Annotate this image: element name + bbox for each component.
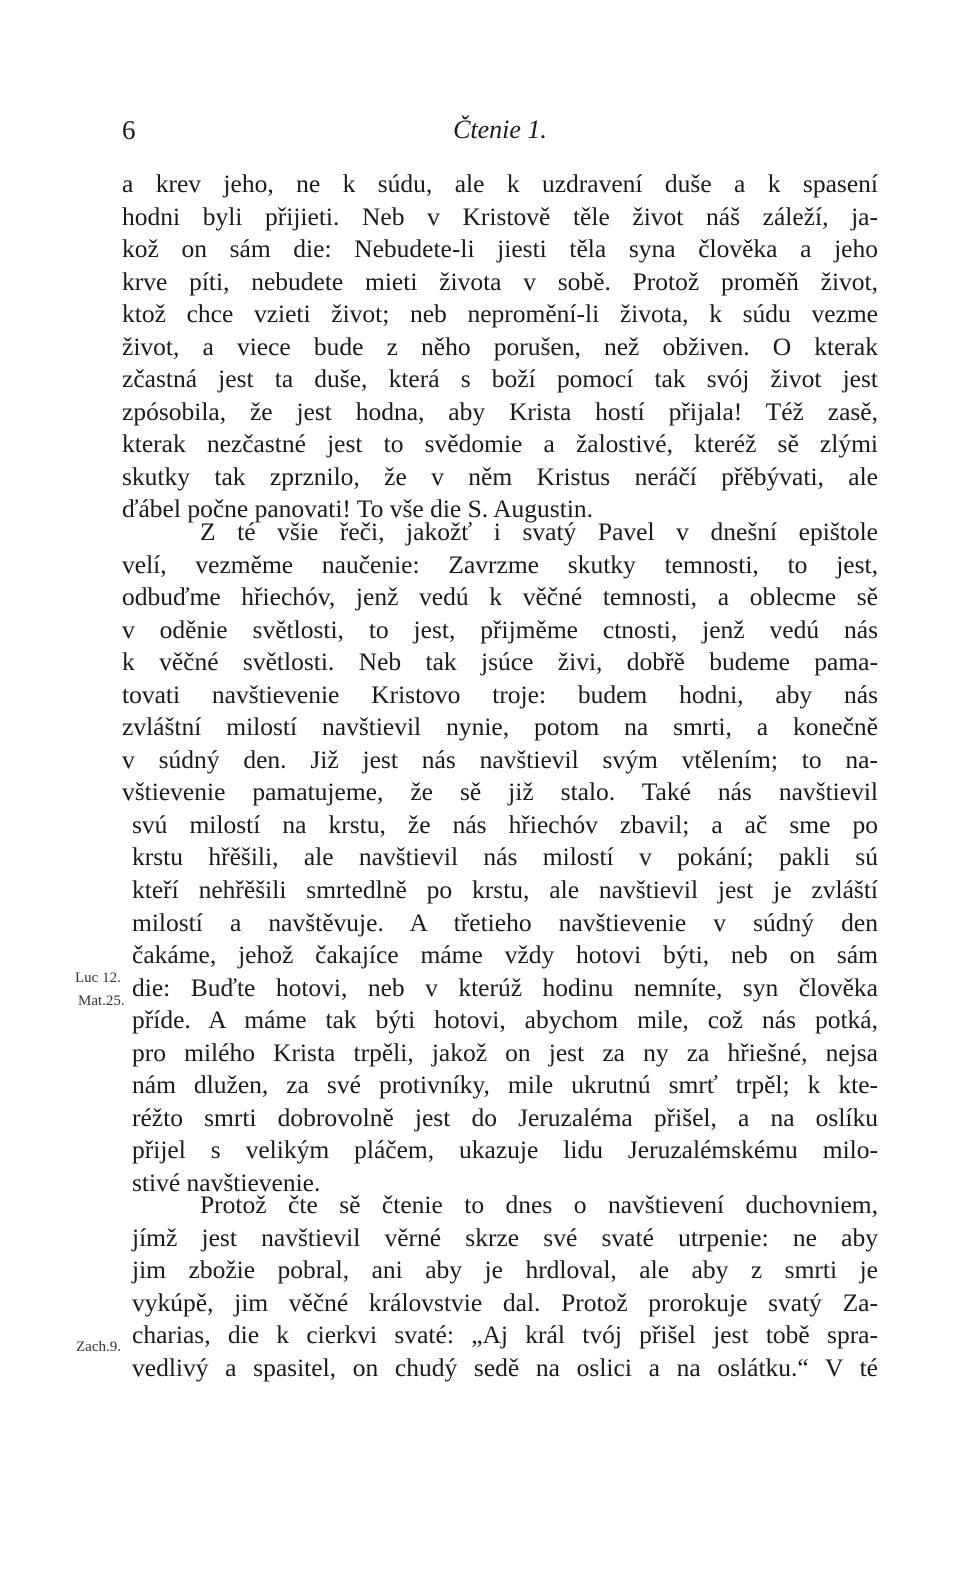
- text-line: vedlivý a spasitel, on chudý sedě na oslici a na oslátku.“ V té: [132, 1352, 878, 1382]
- text-line: ďábel počne panovati! To vše die S. Augustin.: [122, 494, 594, 524]
- text-line: v súdný den. Již jest nás navštievil svým vtělením; to na-: [122, 744, 878, 774]
- text-line: skutky tak zprznilo, že v něm Kristus neráčí přěbývati, ale: [122, 461, 878, 491]
- text-line: Z té všie řeči, jakožť i svatý Pavel v dnešní epištole: [200, 517, 878, 546]
- text-line: kož on sám die: Nebudete-li jiesti těla syna člověka a jeho: [122, 234, 878, 264]
- text-line: réžto smrti dobrovolně jest do Jeruzaléma přišel, a na oslíku: [132, 1102, 878, 1132]
- text-line: čakáme, jehož čakajíce máme vždy hotovi býti, neb on sám: [132, 940, 878, 970]
- text-line: ktož chce vzieti život; neb nepromění-li života, k súdu vezme: [122, 299, 878, 329]
- paragraph-2: [122, 516, 878, 1199]
- marginal-note-matthew: Mat.25.: [78, 993, 125, 1009]
- text-line: jímž jest navštievil věrné skrze své svaté utrpenie: ne aby: [132, 1222, 878, 1252]
- text-line: zčastná jest ta duše, která s boží pomocí tak svój život jest: [122, 364, 878, 394]
- text-line: příde. A máme tak býti hotovi, abychom mile, což nás potká,: [132, 1005, 878, 1035]
- running-title: Čtenie 1.: [453, 115, 547, 144]
- text-line: vykúpě, jim věčné královstvie dal. Protož prorokuje svatý Za-: [132, 1287, 878, 1317]
- text-line: die: Buďte hotovi, neb v kterúž hodinu nemníte, syn člověka: [132, 972, 878, 1002]
- marginal-note-zachariah: Zach.9.: [76, 1339, 121, 1355]
- text-line: v oděnie světlosti, to jest, přijměme ctnosti, jenž vedú nás: [122, 614, 878, 644]
- text-line: kteří nehřěšili smrtedlně po krstu, ale navštievil jest je zvláští: [132, 875, 878, 905]
- paragraph-3: [122, 1189, 878, 1384]
- page-number: 6: [122, 115, 136, 145]
- text-line: velí, vezměme naučenie: Zavrzme skutky temnosti, to jest,: [122, 549, 878, 579]
- text-line: zpósobila, že jest hodna, aby Krista hostí přijala! Též zasě,: [122, 396, 878, 426]
- text-line: milostí a navštěvuje. A třetieho navštievenie v súdný den: [132, 907, 878, 937]
- text-line: odbuďme hřiechóv, jenž vedú k věčné temnosti, a oblecme sě: [122, 582, 878, 612]
- text-line: charias, die k cierkvi svaté: „Aj král tvój přišel jest tobě spra-: [132, 1320, 878, 1350]
- marginal-note-luke: Luc 12.: [75, 970, 121, 986]
- text-line: k věčné světlosti. Neb tak jsúce živi, dobřě budeme pama-: [122, 647, 878, 677]
- text-line: vštievenie pamatujeme, že sě již stalo. Také nás navštievil: [122, 777, 878, 807]
- text-line: Protož čte sě čtenie to dnes o navštievení duchovniem,: [200, 1190, 878, 1219]
- text-line: krstu hřěšili, ale navštievil nás milostí v pokání; pakli sú: [132, 842, 878, 872]
- text-line: jim zbožie pobral, ani aby je hrdloval, ale aby z smrti je: [132, 1255, 878, 1285]
- text-line: svú milostí na krstu, že nás hřiechóv zbavil; a ač sme po: [132, 809, 878, 839]
- text-line: pro milého Krista trpěli, jakož on jest za ny za hřiešné, nejsa: [132, 1037, 878, 1067]
- text-line: nám dlužen, za své protivníky, mile ukrutnú smrť trpěl; k kte-: [132, 1070, 878, 1100]
- text-line: hodni byli přijieti. Neb v Kristově těle život náš záleží, ja-: [122, 201, 878, 231]
- text-line: život, a viece bude z něho porušen, než obživen. O kterak: [122, 331, 878, 361]
- paragraph-1: [122, 168, 878, 526]
- text-line: zvláštní milostí navštievil nynie, potom na smrti, a konečně: [122, 712, 878, 742]
- text-line: přijel s velikým pláčem, ukazuje lidu Jeruzalémskému milo-: [132, 1135, 878, 1165]
- text-line: krve píti, nebudete mieti života v sobě. Protož proměň život,: [122, 266, 878, 296]
- text-line: a krev jeho, ne k súdu, ale k uzdravení duše a k spasení: [122, 169, 878, 198]
- text-line: kterak nezčastné jest to svědomie a žalostivé, kteréž sě zlými: [122, 429, 878, 459]
- text-line: tovati navštievenie Kristovo troje: budem hodni, aby nás: [122, 679, 878, 709]
- page-header: [122, 112, 878, 152]
- text-line: stivé navštievenie.: [132, 1167, 321, 1197]
